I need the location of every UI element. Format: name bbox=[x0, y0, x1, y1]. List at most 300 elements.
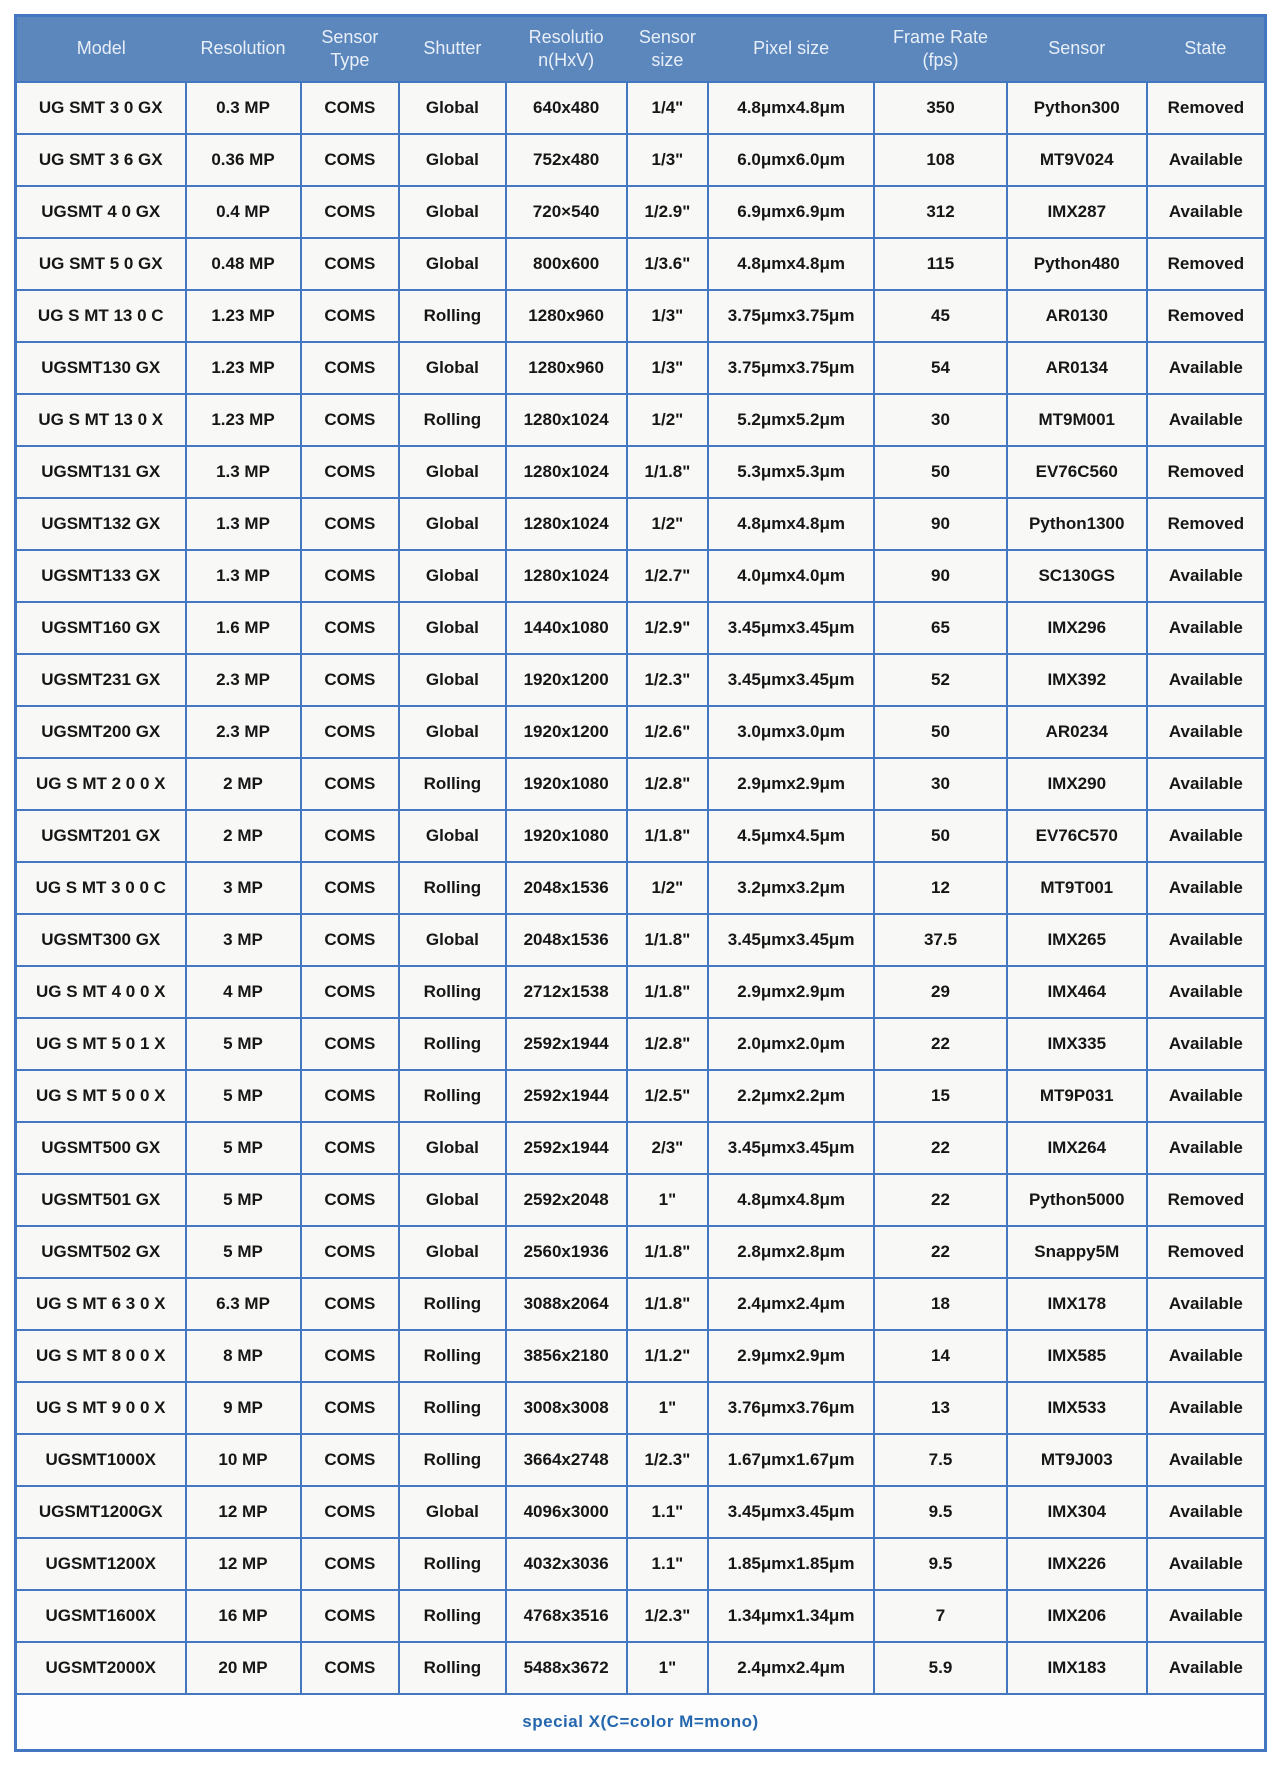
cell-frame-rate: 13 bbox=[874, 1382, 1007, 1434]
cell-resolution-hxv: 1280x960 bbox=[506, 342, 627, 394]
cell-sensor: IMX178 bbox=[1007, 1278, 1147, 1330]
cell-shutter: Global bbox=[399, 1122, 505, 1174]
cell-state: Removed bbox=[1147, 238, 1266, 290]
cell-resolution-mp: 3 MP bbox=[186, 914, 301, 966]
cell-shutter: Rolling bbox=[399, 1590, 505, 1642]
cell-sensor-size: 1/1.8" bbox=[627, 1278, 708, 1330]
cell-shutter: Rolling bbox=[399, 862, 505, 914]
cell-model: UGSMT502 GX bbox=[16, 1226, 186, 1278]
cell-sensor: MT9P031 bbox=[1007, 1070, 1147, 1122]
col-header-sensor-size: Sensor size bbox=[627, 16, 708, 83]
cell-pixel-size: 2.4μmx2.4μm bbox=[708, 1642, 874, 1694]
cell-sensor: MT9J003 bbox=[1007, 1434, 1147, 1486]
table-row bbox=[16, 186, 1266, 238]
col-header-model: Model bbox=[16, 16, 186, 83]
col-header-shutter: Shutter bbox=[399, 16, 505, 83]
cell-model: UGSMT1200X bbox=[16, 1538, 186, 1590]
cell-resolution-mp: 0.48 MP bbox=[186, 238, 301, 290]
cell-pixel-size: 1.67μmx1.67μm bbox=[708, 1434, 874, 1486]
cell-sensor-type: COMS bbox=[301, 1174, 400, 1226]
table-header bbox=[16, 16, 1266, 83]
table-row bbox=[16, 602, 1266, 654]
cell-sensor-size: 1/2" bbox=[627, 862, 708, 914]
cell-sensor-type: COMS bbox=[301, 1330, 400, 1382]
cell-sensor: Python480 bbox=[1007, 238, 1147, 290]
cell-sensor-size: 1/4" bbox=[627, 82, 708, 134]
cell-resolution-hxv: 3088x2064 bbox=[506, 1278, 627, 1330]
cell-pixel-size: 4.8μmx4.8μm bbox=[708, 498, 874, 550]
cell-sensor-size: 1.1" bbox=[627, 1486, 708, 1538]
cell-state: Available bbox=[1147, 1642, 1266, 1694]
cell-sensor-size: 1" bbox=[627, 1642, 708, 1694]
cell-shutter: Global bbox=[399, 1226, 505, 1278]
cell-model: UG S MT 5 0 1 X bbox=[16, 1018, 186, 1070]
cell-sensor-type: COMS bbox=[301, 758, 400, 810]
cell-resolution-mp: 1.23 MP bbox=[186, 342, 301, 394]
table-row bbox=[16, 758, 1266, 810]
cell-model: UGSMT2000X bbox=[16, 1642, 186, 1694]
table-row bbox=[16, 342, 1266, 394]
cell-state: Available bbox=[1147, 1382, 1266, 1434]
table-row bbox=[16, 1538, 1266, 1590]
cell-resolution-hxv: 1440x1080 bbox=[506, 602, 627, 654]
cell-state: Available bbox=[1147, 186, 1266, 238]
cell-shutter: Global bbox=[399, 706, 505, 758]
cell-shutter: Global bbox=[399, 446, 505, 498]
cell-state: Removed bbox=[1147, 82, 1266, 134]
cell-resolution-mp: 1.6 MP bbox=[186, 602, 301, 654]
cell-shutter: Rolling bbox=[399, 1330, 505, 1382]
cell-shutter: Rolling bbox=[399, 1278, 505, 1330]
cell-sensor: Snappy5M bbox=[1007, 1226, 1147, 1278]
cell-shutter: Global bbox=[399, 602, 505, 654]
cell-state: Available bbox=[1147, 654, 1266, 706]
cell-sensor: Python300 bbox=[1007, 82, 1147, 134]
cell-frame-rate: 90 bbox=[874, 498, 1007, 550]
table-row bbox=[16, 394, 1266, 446]
table-row bbox=[16, 1434, 1266, 1486]
cell-model: UGSMT1200GX bbox=[16, 1486, 186, 1538]
cell-shutter: Global bbox=[399, 342, 505, 394]
cell-sensor: IMX585 bbox=[1007, 1330, 1147, 1382]
cell-sensor: EV76C560 bbox=[1007, 446, 1147, 498]
cell-pixel-size: 6.9μmx6.9μm bbox=[708, 186, 874, 238]
cell-state: Available bbox=[1147, 134, 1266, 186]
cell-model: UG S MT 5 0 0 X bbox=[16, 1070, 186, 1122]
cell-shutter: Global bbox=[399, 1486, 505, 1538]
cell-pixel-size: 2.9μmx2.9μm bbox=[708, 758, 874, 810]
cell-sensor-size: 1/2.7" bbox=[627, 550, 708, 602]
cell-sensor-type: COMS bbox=[301, 394, 400, 446]
cell-resolution-hxv: 4032x3036 bbox=[506, 1538, 627, 1590]
cell-sensor: IMX206 bbox=[1007, 1590, 1147, 1642]
cell-frame-rate: 5.9 bbox=[874, 1642, 1007, 1694]
cell-shutter: Global bbox=[399, 134, 505, 186]
table-row bbox=[16, 82, 1266, 134]
cell-model: UGSMT 4 0 GX bbox=[16, 186, 186, 238]
cell-pixel-size: 4.8μmx4.8μm bbox=[708, 82, 874, 134]
cell-state: Removed bbox=[1147, 290, 1266, 342]
cell-state: Available bbox=[1147, 914, 1266, 966]
cell-frame-rate: 30 bbox=[874, 394, 1007, 446]
table-row bbox=[16, 134, 1266, 186]
cell-shutter: Global bbox=[399, 498, 505, 550]
cell-sensor-type: COMS bbox=[301, 238, 400, 290]
cell-resolution-hxv: 1280x1024 bbox=[506, 550, 627, 602]
cell-sensor-type: COMS bbox=[301, 1226, 400, 1278]
cell-resolution-mp: 2 MP bbox=[186, 758, 301, 810]
cell-pixel-size: 4.0μmx4.0μm bbox=[708, 550, 874, 602]
cell-sensor: AR0134 bbox=[1007, 342, 1147, 394]
cell-sensor-size: 1.1" bbox=[627, 1538, 708, 1590]
cell-state: Available bbox=[1147, 706, 1266, 758]
cell-frame-rate: 37.5 bbox=[874, 914, 1007, 966]
table-row bbox=[16, 862, 1266, 914]
cell-sensor: MT9M001 bbox=[1007, 394, 1147, 446]
cell-sensor-type: COMS bbox=[301, 1278, 400, 1330]
cell-sensor-type: COMS bbox=[301, 1538, 400, 1590]
cell-state: Available bbox=[1147, 758, 1266, 810]
table-row bbox=[16, 290, 1266, 342]
cell-state: Available bbox=[1147, 1434, 1266, 1486]
cell-sensor-size: 1/3" bbox=[627, 134, 708, 186]
cell-sensor-size: 1/3" bbox=[627, 290, 708, 342]
cell-model: UG S MT 13 0 X bbox=[16, 394, 186, 446]
cell-resolution-hxv: 1280x1024 bbox=[506, 394, 627, 446]
cell-pixel-size: 4.8μmx4.8μm bbox=[708, 238, 874, 290]
cell-frame-rate: 7.5 bbox=[874, 1434, 1007, 1486]
cell-model: UGSMT160 GX bbox=[16, 602, 186, 654]
cell-resolution-hxv: 3008x3008 bbox=[506, 1382, 627, 1434]
table-row bbox=[16, 914, 1266, 966]
cell-sensor: IMX287 bbox=[1007, 186, 1147, 238]
table-row bbox=[16, 810, 1266, 862]
cell-sensor: IMX533 bbox=[1007, 1382, 1147, 1434]
cell-resolution-mp: 8 MP bbox=[186, 1330, 301, 1382]
cell-model: UG S MT 6 3 0 X bbox=[16, 1278, 186, 1330]
cell-sensor: MT9T001 bbox=[1007, 862, 1147, 914]
cell-model: UGSMT501 GX bbox=[16, 1174, 186, 1226]
cell-sensor-type: COMS bbox=[301, 134, 400, 186]
cell-resolution-hxv: 2592x1944 bbox=[506, 1018, 627, 1070]
cell-state: Available bbox=[1147, 550, 1266, 602]
cell-model: UG S MT 8 0 0 X bbox=[16, 1330, 186, 1382]
cell-resolution-hxv: 4096x3000 bbox=[506, 1486, 627, 1538]
table-row bbox=[16, 1018, 1266, 1070]
cell-sensor-size: 1/2.3" bbox=[627, 1590, 708, 1642]
cell-frame-rate: 12 bbox=[874, 862, 1007, 914]
cell-sensor-size: 1/3" bbox=[627, 342, 708, 394]
cell-sensor-size: 1/2.3" bbox=[627, 1434, 708, 1486]
cell-pixel-size: 2.8μmx2.8μm bbox=[708, 1226, 874, 1278]
cell-sensor: IMX335 bbox=[1007, 1018, 1147, 1070]
cell-model: UGSMT132 GX bbox=[16, 498, 186, 550]
cell-sensor-type: COMS bbox=[301, 1382, 400, 1434]
cell-sensor-size: 1/1.2" bbox=[627, 1330, 708, 1382]
cell-model: UGSMT1000X bbox=[16, 1434, 186, 1486]
header-row bbox=[16, 16, 1266, 83]
cell-resolution-mp: 3 MP bbox=[186, 862, 301, 914]
cell-resolution-mp: 0.4 MP bbox=[186, 186, 301, 238]
cell-model: UGSMT201 GX bbox=[16, 810, 186, 862]
cell-state: Available bbox=[1147, 1486, 1266, 1538]
table-row bbox=[16, 1330, 1266, 1382]
cell-sensor-type: COMS bbox=[301, 862, 400, 914]
table-footnote: special X(C=color M=mono) bbox=[16, 1694, 1266, 1751]
cell-resolution-hxv: 1920x1200 bbox=[506, 706, 627, 758]
cell-shutter: Rolling bbox=[399, 966, 505, 1018]
cell-shutter: Global bbox=[399, 1174, 505, 1226]
table-body bbox=[16, 82, 1266, 1694]
cell-shutter: Rolling bbox=[399, 1018, 505, 1070]
cell-sensor: IMX296 bbox=[1007, 602, 1147, 654]
cell-frame-rate: 22 bbox=[874, 1226, 1007, 1278]
cell-shutter: Global bbox=[399, 654, 505, 706]
cell-state: Available bbox=[1147, 1122, 1266, 1174]
cell-frame-rate: 350 bbox=[874, 82, 1007, 134]
cell-sensor: EV76C570 bbox=[1007, 810, 1147, 862]
cell-frame-rate: 108 bbox=[874, 134, 1007, 186]
table-row bbox=[16, 1070, 1266, 1122]
cell-sensor: IMX265 bbox=[1007, 914, 1147, 966]
cell-resolution-mp: 1.3 MP bbox=[186, 550, 301, 602]
cell-state: Removed bbox=[1147, 446, 1266, 498]
cell-pixel-size: 3.45μmx3.45μm bbox=[708, 654, 874, 706]
cell-shutter: Rolling bbox=[399, 1642, 505, 1694]
cell-sensor: IMX464 bbox=[1007, 966, 1147, 1018]
cell-pixel-size: 6.0μmx6.0μm bbox=[708, 134, 874, 186]
cell-model: UG SMT 3 0 GX bbox=[16, 82, 186, 134]
cell-state: Available bbox=[1147, 1590, 1266, 1642]
cell-sensor-type: COMS bbox=[301, 914, 400, 966]
cell-shutter: Rolling bbox=[399, 1382, 505, 1434]
cell-pixel-size: 3.45μmx3.45μm bbox=[708, 914, 874, 966]
cell-sensor: AR0130 bbox=[1007, 290, 1147, 342]
cell-sensor-size: 1/2.9" bbox=[627, 186, 708, 238]
footnote-row bbox=[16, 1694, 1266, 1751]
cell-resolution-hxv: 3664x2748 bbox=[506, 1434, 627, 1486]
cell-resolution-mp: 2.3 MP bbox=[186, 654, 301, 706]
cell-shutter: Global bbox=[399, 82, 505, 134]
cell-frame-rate: 9.5 bbox=[874, 1538, 1007, 1590]
cell-model: UGSMT133 GX bbox=[16, 550, 186, 602]
cell-state: Available bbox=[1147, 810, 1266, 862]
cell-resolution-hxv: 2592x2048 bbox=[506, 1174, 627, 1226]
cell-state: Removed bbox=[1147, 1226, 1266, 1278]
table-row bbox=[16, 654, 1266, 706]
cell-pixel-size: 3.0μmx3.0μm bbox=[708, 706, 874, 758]
cell-state: Available bbox=[1147, 966, 1266, 1018]
cell-resolution-hxv: 3856x2180 bbox=[506, 1330, 627, 1382]
cell-state: Removed bbox=[1147, 1174, 1266, 1226]
cell-model: UG S MT 9 0 0 X bbox=[16, 1382, 186, 1434]
cell-frame-rate: 115 bbox=[874, 238, 1007, 290]
cell-pixel-size: 2.4μmx2.4μm bbox=[708, 1278, 874, 1330]
cell-sensor-size: 1/1.8" bbox=[627, 810, 708, 862]
cell-resolution-hxv: 2592x1944 bbox=[506, 1070, 627, 1122]
cell-frame-rate: 22 bbox=[874, 1174, 1007, 1226]
cell-pixel-size: 3.76μmx3.76μm bbox=[708, 1382, 874, 1434]
cell-pixel-size: 2.9μmx2.9μm bbox=[708, 966, 874, 1018]
cell-resolution-hxv: 2560x1936 bbox=[506, 1226, 627, 1278]
cell-pixel-size: 2.2μmx2.2μm bbox=[708, 1070, 874, 1122]
cell-sensor-size: 1/2.9" bbox=[627, 602, 708, 654]
cell-sensor: Python5000 bbox=[1007, 1174, 1147, 1226]
cell-resolution-mp: 0.3 MP bbox=[186, 82, 301, 134]
table-row bbox=[16, 1642, 1266, 1694]
cell-resolution-mp: 1.23 MP bbox=[186, 394, 301, 446]
cell-shutter: Global bbox=[399, 914, 505, 966]
cell-state: Available bbox=[1147, 394, 1266, 446]
cell-resolution-mp: 20 MP bbox=[186, 1642, 301, 1694]
cell-pixel-size: 5.2μmx5.2μm bbox=[708, 394, 874, 446]
cell-sensor-type: COMS bbox=[301, 1590, 400, 1642]
cell-pixel-size: 2.0μmx2.0μm bbox=[708, 1018, 874, 1070]
table-row bbox=[16, 550, 1266, 602]
cell-shutter: Rolling bbox=[399, 1538, 505, 1590]
cell-state: Available bbox=[1147, 1278, 1266, 1330]
cell-model: UG SMT 5 0 GX bbox=[16, 238, 186, 290]
cell-sensor-type: COMS bbox=[301, 602, 400, 654]
cell-sensor-type: COMS bbox=[301, 342, 400, 394]
cell-model: UG S MT 2 0 0 X bbox=[16, 758, 186, 810]
camera-spec-table bbox=[14, 14, 1267, 1752]
cell-shutter: Rolling bbox=[399, 394, 505, 446]
cell-resolution-hxv: 752x480 bbox=[506, 134, 627, 186]
cell-sensor-size: 1" bbox=[627, 1174, 708, 1226]
cell-pixel-size: 3.45μmx3.45μm bbox=[708, 602, 874, 654]
cell-resolution-mp: 5 MP bbox=[186, 1018, 301, 1070]
cell-shutter: Global bbox=[399, 550, 505, 602]
cell-shutter: Rolling bbox=[399, 1070, 505, 1122]
cell-sensor-size: 1" bbox=[627, 1382, 708, 1434]
cell-sensor-size: 1/2.8" bbox=[627, 1018, 708, 1070]
table-row bbox=[16, 238, 1266, 290]
cell-frame-rate: 30 bbox=[874, 758, 1007, 810]
cell-sensor-size: 1/2" bbox=[627, 394, 708, 446]
cell-sensor-size: 1/1.8" bbox=[627, 1226, 708, 1278]
cell-frame-rate: 29 bbox=[874, 966, 1007, 1018]
cell-resolution-hxv: 800x600 bbox=[506, 238, 627, 290]
cell-sensor: IMX290 bbox=[1007, 758, 1147, 810]
cell-resolution-mp: 9 MP bbox=[186, 1382, 301, 1434]
cell-sensor-size: 1/1.8" bbox=[627, 914, 708, 966]
cell-frame-rate: 18 bbox=[874, 1278, 1007, 1330]
cell-resolution-mp: 10 MP bbox=[186, 1434, 301, 1486]
cell-frame-rate: 7 bbox=[874, 1590, 1007, 1642]
cell-resolution-mp: 1.23 MP bbox=[186, 290, 301, 342]
cell-resolution-hxv: 1920x1080 bbox=[506, 810, 627, 862]
cell-frame-rate: 90 bbox=[874, 550, 1007, 602]
cell-sensor-size: 1/2" bbox=[627, 498, 708, 550]
cell-sensor: Python1300 bbox=[1007, 498, 1147, 550]
table-row bbox=[16, 1122, 1266, 1174]
cell-pixel-size: 3.45μmx3.45μm bbox=[708, 1122, 874, 1174]
cell-frame-rate: 22 bbox=[874, 1122, 1007, 1174]
cell-resolution-hxv: 1280x960 bbox=[506, 290, 627, 342]
cell-pixel-size: 4.8μmx4.8μm bbox=[708, 1174, 874, 1226]
cell-model: UGSMT1600X bbox=[16, 1590, 186, 1642]
cell-shutter: Rolling bbox=[399, 1434, 505, 1486]
col-header-sensor: Sensor bbox=[1007, 16, 1147, 83]
table-row bbox=[16, 498, 1266, 550]
cell-resolution-mp: 16 MP bbox=[186, 1590, 301, 1642]
cell-sensor-type: COMS bbox=[301, 706, 400, 758]
cell-resolution-mp: 5 MP bbox=[186, 1070, 301, 1122]
col-header-state: State bbox=[1147, 16, 1266, 83]
cell-shutter: Rolling bbox=[399, 290, 505, 342]
cell-shutter: Global bbox=[399, 186, 505, 238]
cell-state: Available bbox=[1147, 862, 1266, 914]
cell-frame-rate: 14 bbox=[874, 1330, 1007, 1382]
col-header-frame-rate: Frame Rate (fps) bbox=[874, 16, 1007, 83]
cell-sensor: IMX264 bbox=[1007, 1122, 1147, 1174]
cell-pixel-size: 3.45μmx3.45μm bbox=[708, 1486, 874, 1538]
cell-state: Available bbox=[1147, 1018, 1266, 1070]
col-header-sensor-type: Sensor Type bbox=[301, 16, 400, 83]
cell-resolution-mp: 6.3 MP bbox=[186, 1278, 301, 1330]
cell-frame-rate: 22 bbox=[874, 1018, 1007, 1070]
cell-resolution-mp: 2 MP bbox=[186, 810, 301, 862]
cell-sensor-type: COMS bbox=[301, 82, 400, 134]
col-header-resolution: Resolution bbox=[186, 16, 301, 83]
cell-state: Available bbox=[1147, 342, 1266, 394]
col-header-resolution-hxv: Resolutio n(HxV) bbox=[506, 16, 627, 83]
cell-sensor-type: COMS bbox=[301, 1122, 400, 1174]
cell-sensor-type: COMS bbox=[301, 810, 400, 862]
cell-resolution-mp: 4 MP bbox=[186, 966, 301, 1018]
cell-model: UGSMT130 GX bbox=[16, 342, 186, 394]
cell-sensor-type: COMS bbox=[301, 186, 400, 238]
cell-frame-rate: 52 bbox=[874, 654, 1007, 706]
cell-pixel-size: 3.2μmx3.2μm bbox=[708, 862, 874, 914]
cell-sensor-size: 2/3" bbox=[627, 1122, 708, 1174]
cell-frame-rate: 312 bbox=[874, 186, 1007, 238]
cell-resolution-mp: 12 MP bbox=[186, 1486, 301, 1538]
cell-resolution-mp: 2.3 MP bbox=[186, 706, 301, 758]
cell-frame-rate: 9.5 bbox=[874, 1486, 1007, 1538]
cell-pixel-size: 1.85μmx1.85μm bbox=[708, 1538, 874, 1590]
cell-sensor: SC130GS bbox=[1007, 550, 1147, 602]
cell-model: UGSMT131 GX bbox=[16, 446, 186, 498]
cell-resolution-mp: 5 MP bbox=[186, 1174, 301, 1226]
cell-sensor-size: 1/2.3" bbox=[627, 654, 708, 706]
cell-sensor-type: COMS bbox=[301, 1642, 400, 1694]
cell-pixel-size: 4.5μmx4.5μm bbox=[708, 810, 874, 862]
cell-state: Available bbox=[1147, 1538, 1266, 1590]
cell-shutter: Global bbox=[399, 238, 505, 290]
cell-resolution-mp: 5 MP bbox=[186, 1122, 301, 1174]
cell-sensor: IMX392 bbox=[1007, 654, 1147, 706]
cell-state: Available bbox=[1147, 1070, 1266, 1122]
cell-sensor-type: COMS bbox=[301, 498, 400, 550]
cell-state: Available bbox=[1147, 1330, 1266, 1382]
cell-resolution-hxv: 2592x1944 bbox=[506, 1122, 627, 1174]
table-row bbox=[16, 1590, 1266, 1642]
cell-sensor-type: COMS bbox=[301, 1070, 400, 1122]
cell-sensor: IMX304 bbox=[1007, 1486, 1147, 1538]
cell-sensor-type: COMS bbox=[301, 1486, 400, 1538]
cell-sensor-type: COMS bbox=[301, 1434, 400, 1486]
cell-resolution-hxv: 1280x1024 bbox=[506, 498, 627, 550]
cell-sensor-size: 1/2.8" bbox=[627, 758, 708, 810]
cell-sensor-size: 1/2.5" bbox=[627, 1070, 708, 1122]
cell-sensor-size: 1/1.8" bbox=[627, 966, 708, 1018]
cell-model: UGSMT231 GX bbox=[16, 654, 186, 706]
cell-model: UGSMT500 GX bbox=[16, 1122, 186, 1174]
cell-resolution-hxv: 2048x1536 bbox=[506, 914, 627, 966]
cell-frame-rate: 15 bbox=[874, 1070, 1007, 1122]
